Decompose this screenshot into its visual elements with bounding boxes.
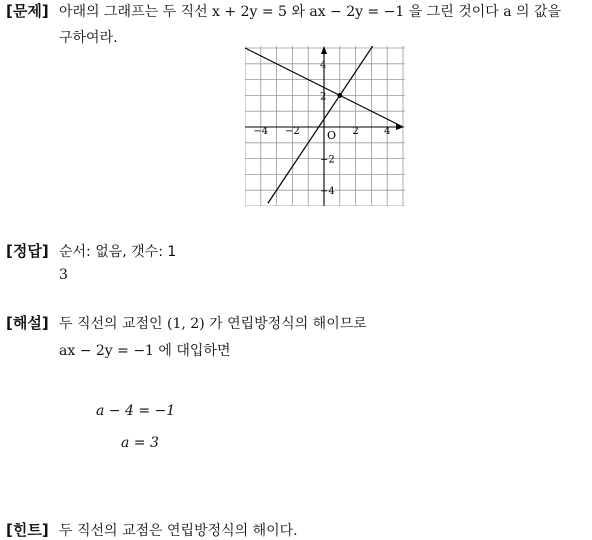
answer-value: 3: [59, 267, 68, 283]
origin-label: O: [327, 129, 337, 142]
x-tick-label: 2: [352, 126, 359, 137]
answer-meta: 순서: 없음, 갯수: 1: [59, 244, 177, 260]
y-tick-label: 4: [320, 59, 327, 71]
intersection-point: [337, 93, 342, 98]
hint-text: 두 직선의 교점은 연립방정식의 해이다.: [59, 523, 298, 539]
solution-text-line1: 두 직선의 교점인 (1, 2) 가 연립방정식의 해이므로: [59, 316, 367, 332]
x-tick-label: 4: [384, 126, 391, 137]
y-tick-label: −2: [320, 154, 335, 166]
solution-tag: [해설]: [6, 314, 49, 332]
x-tick-label: −4: [253, 126, 269, 137]
problem-tag: [문제]: [6, 2, 49, 20]
solution-text-line2: ax − 2y = −1 에 대입하면: [59, 343, 231, 359]
hint-tag: [힌트]: [6, 521, 49, 539]
answer-tag: [정답]: [6, 242, 49, 260]
y-tick-label: −4: [320, 186, 335, 198]
tick-labels: [253, 60, 390, 197]
x-tick-label: −2: [285, 126, 300, 137]
y-axis-arrow: [321, 46, 327, 54]
problem-text-line1: 아래의 그래프는 두 직선 x + 2y = 5 와 ax − 2y = −1 을 그린 것이다 a 의 값을: [59, 4, 562, 20]
coordinate-graph: [245, 46, 405, 206]
y-tick-label: 2: [320, 91, 327, 103]
problem-text-line2: 구하여라.: [59, 30, 118, 46]
solution-equation-2: a = 3: [121, 435, 159, 451]
solution-equation-1: a − 4 = −1: [96, 403, 176, 419]
